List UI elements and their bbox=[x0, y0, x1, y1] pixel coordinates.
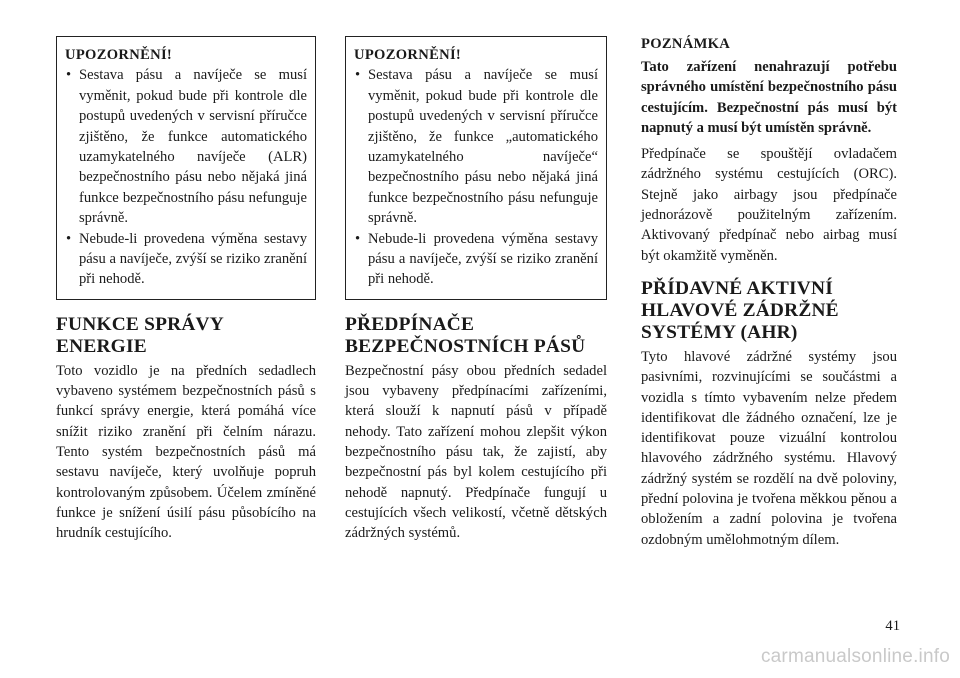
warning-title: UPOZORNĚNÍ! bbox=[65, 47, 173, 63]
warning-item: • Sestava pásu a navíječe se musí vyměnit, pokud bude při kontrole dle postupů uvedených v servisní příručce zjištěno, že funkce automatického uzamykatelného navíječe (ALR) bezpečnostního pásu nebo nějaká jiná funkce bezpečnostního pásu nefunguje správně. bbox=[65, 65, 307, 228]
warning-box bbox=[56, 36, 316, 300]
section-heading: FUNKCE SPRÁVY ENERGIE bbox=[56, 313, 224, 357]
middle-column bbox=[345, 36, 607, 544]
section-heading: PŘEDPÍNAČE BEZPEČNOSTNÍCH PÁSŮ bbox=[345, 313, 586, 357]
warning-item: • Nebude-li provedena výměna sestavy pásu a navíječe, zvýší se riziko zranění při nehodě. bbox=[354, 229, 598, 290]
warning-list bbox=[354, 65, 598, 289]
warning-list bbox=[65, 65, 307, 289]
paragraph: Předpínače se spouštějí ovladačem zádržného systému cestujících (ORC). Stejně jako airbagy jsou předpínače jednorázově použitelným zařízením. Aktivovaný předpínač nebo airbag musí být okamžitě vyměněn. bbox=[641, 146, 897, 264]
watermark: carmanualsonline.info bbox=[760, 646, 950, 667]
note-title: POZNÁMKA bbox=[641, 36, 731, 52]
warning-item: • Nebude-li provedena výměna sestavy pásu a navíječe, zvýší se riziko zranění při nehodě. bbox=[65, 229, 307, 290]
note-text: Tato zařízení nenahrazují potřebu správného umístění bezpečnostního pásu cestujícím. Bezpečnostní pás musí být napnutý a musí být umístěn správně. bbox=[641, 59, 897, 136]
warning-box bbox=[345, 36, 607, 300]
section-body: Toto vozidlo je na předních sedadlech vybaveno systémem bezpečnostních pásů s funkcí správy energie, která pomáhá více snížit riziko zranění při čelním nárazu. Tento systém bezpečnostních pásů má sestavu navíječe, který uvolňuje popruh kontrolovaným způsobem. Účelem zmíněné funkce je snížení úsilí pásu působícího na hrudník cestujícího. bbox=[56, 362, 316, 542]
warning-title: UPOZORNĚNÍ! bbox=[354, 47, 462, 63]
section-body: Tyto hlavové zádržné systémy jsou pasivními, rozvinujícími se součástmi a vozidla s tímto vybavením nelze předem identifikovat dle žádného označení, lze je identifikovat pouze vizuální kontrolou hlavového zádržného systému. Hlavový zádržný systém se rozdělí na dvě poloviny, přední polovina je tvořena měkkou pěnou a obložením a zadní polovina je tvořena ozdobným umělohmotným dílem. bbox=[641, 348, 897, 548]
warning-item: • Sestava pásu a navíječe se musí vyměnit, pokud bude při kontrole dle postupů uvedených v servisní příručce zjištěno, že funkce „automatického uzamykatelného navíječe“ bezpečnostního pásu nebo nějaká jiná funkce bezpečnostního pásu nefunguje správně. bbox=[354, 65, 598, 228]
right-column bbox=[641, 34, 897, 550]
page-number: 41 bbox=[885, 618, 900, 634]
section-body: Bezpečnostní pásy obou předních sedadel jsou vybaveny předpínacími zařízeními, která slouží k napnutí pásů v případě nehody. Tato zařízení mohou zlepšit výkon bezpečnostního pásu tak, že zajistí, aby bezpečnostní pás byl kolem cestujícího při nehodě napnutý. Předpínače fungují u cestujících všech velikostí, včetně dětských zádržných systémů. bbox=[345, 362, 607, 542]
left-column bbox=[56, 36, 316, 544]
section-heading: PŘÍDAVNÉ AKTIVNÍ HLAVOVÉ ZÁDRŽNÉ SYSTÉMY (AHR) bbox=[641, 277, 839, 343]
